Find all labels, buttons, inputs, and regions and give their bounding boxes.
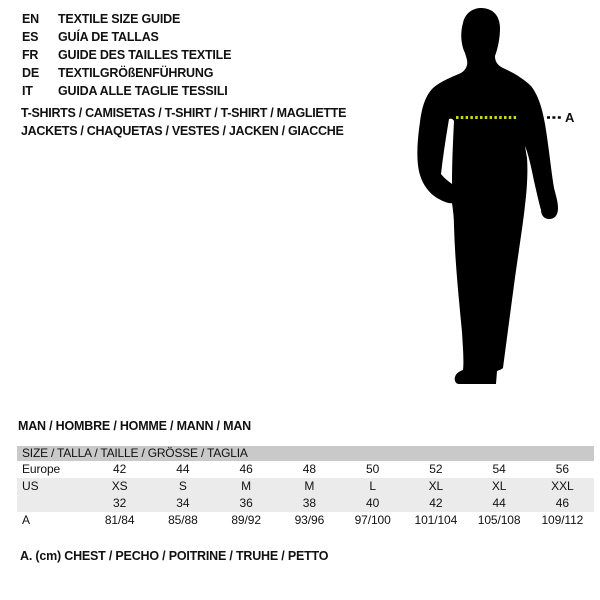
size-cell: 42 (113, 462, 127, 476)
size-cell: XL (468, 478, 531, 495)
man-silhouette (417, 8, 558, 384)
language-title: TEXTILE SIZE GUIDE (58, 12, 181, 26)
language-title: TEXTILGRÖßENFÜHRUNG (58, 66, 214, 80)
category-tshirts: T-SHIRTS / CAMISETAS / T-SHIRT / T-SHIRT / MAGLIETTE (21, 106, 347, 120)
size-cell: 38 (278, 495, 341, 512)
language-code: IT (22, 84, 33, 98)
size-cell: 46 (531, 495, 594, 512)
size-cell: 52 (429, 462, 443, 476)
table-row-europe (17, 461, 594, 478)
size-cell: 48 (302, 462, 316, 476)
size-cell: 42 (404, 495, 467, 512)
size-cell: 54 (492, 462, 506, 476)
size-cell: 50 (366, 462, 380, 476)
size-cell: 44 (176, 462, 190, 476)
language-code: ES (22, 30, 39, 44)
size-cell: 56 (555, 462, 569, 476)
size-cell: 32 (88, 495, 151, 512)
category-jackets: JACKETS / CHAQUETAS / VESTES / JACKEN / GIACCHE (21, 124, 344, 138)
size-table (17, 461, 594, 529)
footnote-chest: A. (cm) CHEST / PECHO / POITRINE / TRUHE / PETTO (20, 549, 329, 563)
size-cell: 34 (151, 495, 214, 512)
language-list (22, 10, 231, 100)
size-cell: S (151, 478, 214, 495)
language-title: GUIDA ALLE TAGLIE TESSILI (58, 84, 228, 98)
language-title: GUÍA DE TALLAS (58, 30, 159, 44)
size-table-header: SIZE / TALLA / TAILLE / GRÖSSE / TAGLIA (17, 446, 594, 461)
size-cell: 109/112 (541, 513, 584, 527)
size-cell: 44 (468, 495, 531, 512)
measure-label-a: A (565, 110, 575, 125)
table-row-numeric (17, 495, 594, 512)
size-table-container (17, 446, 594, 529)
row-label: US (17, 478, 88, 495)
size-cell: 101/104 (414, 513, 458, 527)
size-cell: XXL (531, 478, 594, 495)
size-cell: M (215, 478, 278, 495)
size-cell: 46 (239, 462, 253, 476)
table-row-us (17, 478, 594, 495)
size-cell: L (341, 478, 404, 495)
size-cell: 105/108 (477, 513, 521, 527)
garment-categories (21, 104, 346, 140)
row-label (17, 495, 88, 512)
size-cell: M (278, 478, 341, 495)
row-label: Europe (22, 462, 61, 476)
section-title-man: MAN / HOMBRE / HOMME / MANN / MAN (18, 419, 251, 433)
language-title: GUIDE DES TAILLES TEXTILE (58, 48, 232, 62)
language-code: EN (22, 12, 39, 26)
language-row-de (22, 64, 231, 82)
language-row-it (22, 82, 231, 100)
size-cell: 81/84 (104, 513, 135, 527)
size-cell: 93/96 (294, 513, 325, 527)
row-label: A (22, 513, 30, 527)
size-cell: 36 (215, 495, 278, 512)
size-cell: XS (88, 478, 151, 495)
size-cell: 85/88 (168, 513, 198, 527)
language-row-fr (22, 46, 231, 64)
language-code: FR (22, 48, 39, 62)
size-cell: 97/100 (354, 513, 391, 527)
language-row-en (22, 10, 231, 28)
table-row-chest-a (17, 512, 594, 529)
size-cell: 89/92 (231, 513, 261, 527)
size-cell: XL (404, 478, 467, 495)
language-row-es (22, 28, 231, 46)
language-code: DE (22, 66, 39, 80)
size-cell: 40 (341, 495, 404, 512)
